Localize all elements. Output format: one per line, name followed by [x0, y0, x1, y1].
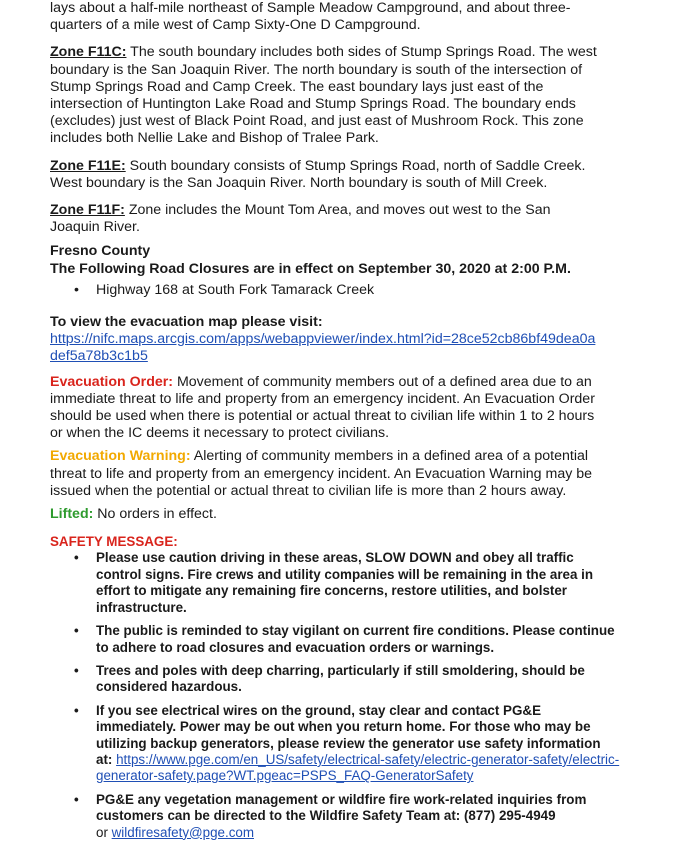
wildfire-safety-email-link[interactable]: wildfiresafety@pge.com: [111, 824, 254, 840]
safety-item-line: utilizing backup generators, please review the generator use safety information: [96, 735, 601, 751]
safety-item-line: to adhere to road closures and evacuation orders or warnings.: [96, 639, 495, 655]
safety-item-line: Please use caution driving in these areas, SLOW DOWN and obey all traffic: [96, 550, 574, 566]
county-section: [50, 243, 640, 299]
evacuation-order-label: Evacuation Order:: [50, 373, 173, 390]
lifted-paragraph: [50, 506, 640, 523]
bullet-icon: •: [74, 791, 79, 807]
safety-heading: SAFETY MESSAGE:: [50, 534, 178, 550]
intro-line: quarters of a mile west of Camp Sixty-One D Campground.: [50, 17, 421, 34]
zone-f11e-paragraph: [50, 158, 640, 192]
definition-text: or when the IC deems it necessary to protect civilians.: [50, 425, 390, 442]
bullet-icon: •: [74, 702, 79, 718]
evacuation-map-link[interactable]: https://nifc.maps.arcgis.com/apps/webappviewer/index.html?id=28ce52cb86bf49dea0a: [50, 331, 596, 348]
or-label: or: [96, 824, 112, 840]
map-section: [50, 314, 640, 366]
evacuation-warning-label: Evacuation Warning:: [50, 448, 191, 465]
zone-text: The south boundary includes both sides of Stump Springs Road. The west: [126, 44, 597, 61]
lifted-label: Lifted:: [50, 506, 94, 523]
zone-text: Stump Springs Road and Camp Creek. The east boundary lays just east of the: [50, 78, 544, 95]
list-item: [50, 663, 640, 696]
zone-text: boundary is the San Joaquin River. The north boundary is south of the intersection of: [50, 61, 583, 78]
safety-list: [50, 550, 640, 841]
bullet-icon: •: [74, 623, 79, 639]
map-heading: To view the evacuation map please visit:: [50, 314, 323, 331]
definition-text: issued when the potential or actual threat to civilian life is more than 2 hours away.: [50, 482, 567, 499]
definition-text: Alerting of community members in a defined area of a potential: [190, 448, 589, 465]
safety-item-line: PG&E any vegetation management or wildfire fire work-related inquiries from: [96, 791, 587, 807]
zone-label: Zone F11E:: [50, 157, 126, 174]
list-item: [50, 703, 640, 785]
at-label: at:: [96, 751, 117, 767]
definition-text: threat to life and property from an emergency incident. An Evacuation Warning may be: [50, 465, 593, 482]
safety-item-line: customers can be directed to the Wildfire Safety Team at: (877) 295-4949: [96, 808, 556, 824]
zone-text: Zone includes the Mount Tom Area, and moves out west to the San: [124, 202, 551, 219]
safety-item-line: considered hazardous.: [96, 679, 242, 695]
generator-safety-link[interactable]: https://www.pge.com/en_US/safety/electrical-safety/electric-generator-safety/electric-: [116, 751, 620, 767]
list-item: [50, 623, 640, 656]
safety-message-section: [50, 533, 640, 841]
zone-f11c-paragraph: [50, 44, 640, 147]
zone-text: Joaquin River.: [50, 219, 140, 236]
safety-item-line: Trees and poles with deep charring, particularly if still smoldering, should be: [96, 662, 585, 678]
safety-item-line: effort to mitigate any remaining fire concerns, restore utilities, and bolster: [96, 583, 568, 599]
definition-text: Movement of community members out of a defined area due to an: [173, 373, 592, 390]
safety-item-line: infrastructure.: [96, 599, 187, 615]
evacuation-map-link[interactable]: def5a78b3c1b5: [50, 348, 148, 365]
definition-text: immediate threat to life and property from an emergency incident. An Evacuation Order: [50, 390, 595, 407]
list-item: [50, 550, 640, 616]
safety-item-line: The public is reminded to stay vigilant on current fire conditions. Please continue: [96, 623, 615, 639]
zone-text: South boundary consists of Stump Springs Road, north of Saddle Creek.: [125, 157, 586, 174]
closures-list: [50, 282, 640, 299]
closure-text: Highway 168 at South Fork Tamarack Creek: [96, 281, 375, 298]
generator-safety-link[interactable]: generator-safety.page?WT.pgeac=PSPS_FAQ-GeneratorSafety: [96, 768, 474, 784]
safety-item-line: control signs. Fire crews and utility companies will be remaining in the area in: [96, 566, 594, 582]
definition-text: No orders in effect.: [93, 506, 217, 523]
bullet-icon: •: [74, 662, 79, 678]
intro-line: lays about a half-mile northeast of Sample Meadow Campground, and about three-: [50, 0, 571, 16]
bullet-icon: •: [74, 550, 79, 566]
list-item: [50, 792, 640, 841]
zone-label: Zone F11F:: [50, 202, 125, 219]
zone-text: West boundary is the San Joaquin River. North boundary is south of Mill Creek.: [50, 174, 548, 191]
evacuation-order-paragraph: [50, 374, 640, 443]
bullet-icon: •: [74, 281, 79, 298]
closures-heading: The Following Road Closures are in effect on September 30, 2020 at 2:00 P.M.: [50, 260, 571, 277]
zone-text: (excludes) just west of Black Point Road, and just east of Mushroom Rock. This zone: [50, 113, 584, 130]
safety-item-line: immediately. Power may be out when you return home. For those who may be: [96, 719, 591, 735]
zone-label: Zone F11C:: [50, 44, 127, 61]
zone-text: includes both Nellie Lake and Bishop of Tralee Park.: [50, 130, 379, 147]
evacuation-warning-paragraph: [50, 448, 640, 500]
intro-paragraph: [50, 0, 640, 34]
zone-text: intersection of Huntington Lake Road and Stump Springs Road. The boundary ends: [50, 96, 576, 113]
zone-f11f-paragraph: [50, 202, 640, 236]
safety-item-line: If you see electrical wires on the ground, stay clear and contact PG&E: [96, 702, 542, 718]
county-name: Fresno County: [50, 243, 151, 260]
list-item: [50, 282, 640, 299]
definition-text: should be used when there is potential or actual threat to civilian life within 1 to 2 hours: [50, 408, 595, 425]
